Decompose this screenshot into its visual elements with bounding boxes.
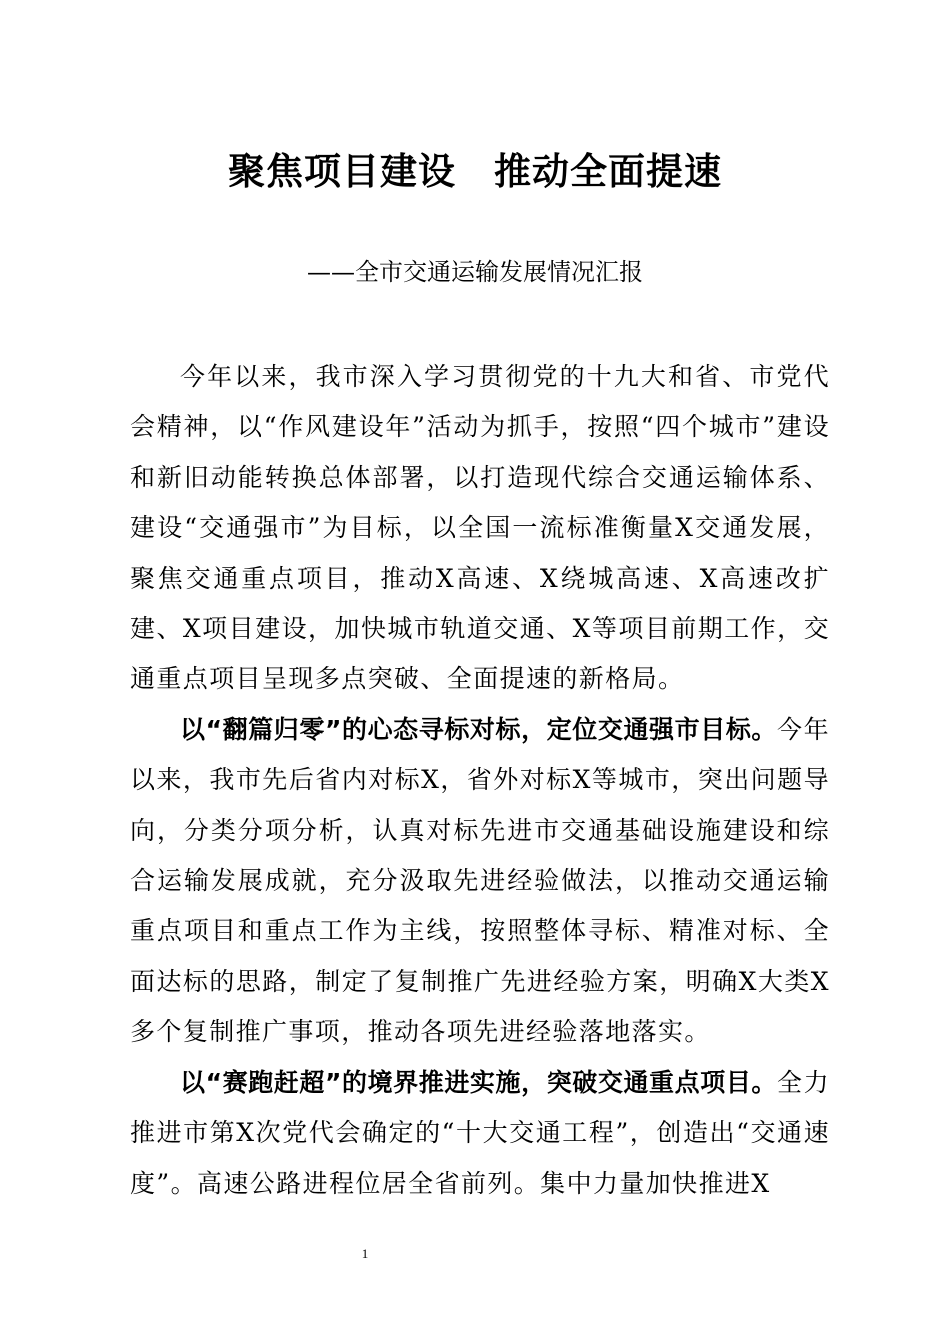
paragraph-text: 全力推进市第X次党代会确定的“十大交通工程”，创造出“交通速度”。高速公路进程位居全省前列。集中力量加快推进X — [130, 1067, 830, 1198]
paragraph-benchmarking — [130, 705, 830, 1058]
paragraph-lead: 以“赛跑赶超”的境界推进实施，突破交通重点项目。 — [180, 1067, 777, 1097]
document-title: 聚焦项目建设 推动全面提速 — [228, 149, 722, 193]
paragraph-text: 今年以来，我市深入学习贯彻党的十九大和省、市党代会精神，以“作风建设年”活动为抓手，按照“四个城市”建设和新旧动能转换总体部署，以打造现代综合交通运输体系、建设“交通强市”为目标，以全国一流标准衡量X交通发展，聚焦交通重点项目，推动X高速、X绕城高速、X高速改扩建、X项目建设，加快城市轨道交通、X等项目前期工作，交通重点项目呈现多点突破、全面提速的新格局。 — [130, 362, 830, 694]
paragraph-text: 今年以来，我市先后省内对标X，省外对标X等城市，突出问题导向，分类分项分析，认真对标先进市交通基础设施建设和综合运输发展成就，充分汲取先进经验做法，以推动交通运输重点项目和重点工作为主线，按照整体寻标、精准对标、全面达标的思路，制定了复制推广先进经验方案，明确X大类X多个复制推广事项，推动各项先进经验落地落实。 — [130, 714, 830, 1047]
document-body — [130, 352, 830, 1209]
paragraph-key-projects — [130, 1058, 830, 1209]
page-number: 1 — [361, 1246, 369, 1261]
document-subtitle: ——全市交通运输发展情况汇报 — [307, 258, 643, 286]
paragraph-lead: 以“翻篇归零”的心态寻标对标，定位交通强市目标。 — [180, 714, 777, 744]
paragraph-intro — [130, 352, 830, 705]
